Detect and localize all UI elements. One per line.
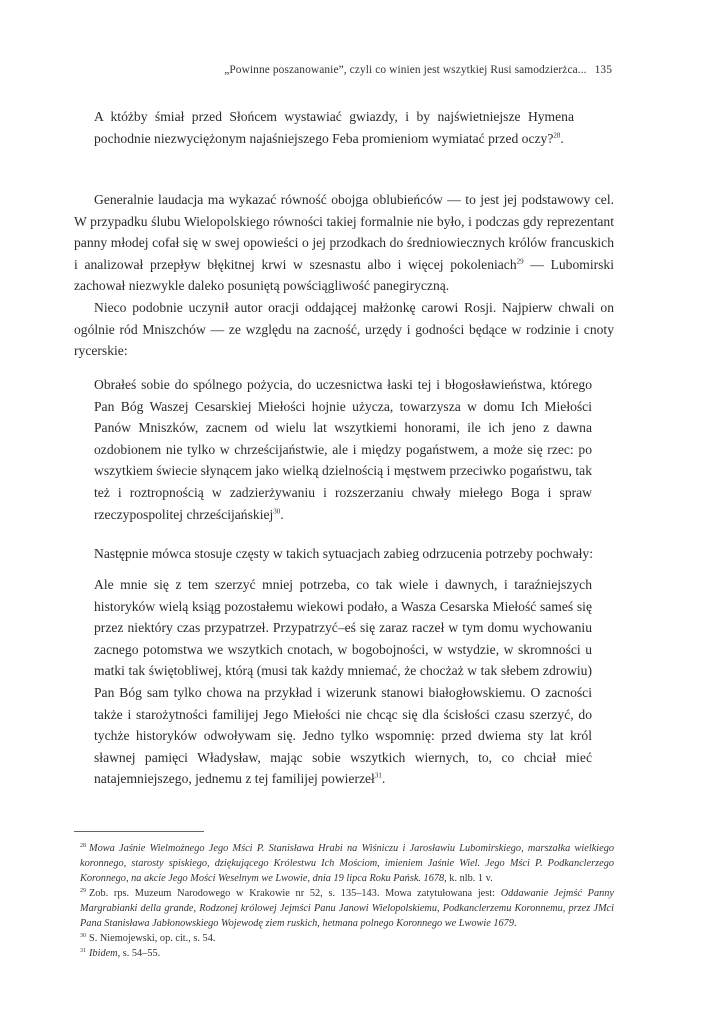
quote-2-end: . [280,506,284,522]
quote-2-text: Obrałeś sobie do spólnego pożycia, do uczesnictwa łaski tej i błogosławieństwa, którego Pan Bóg Waszej Cesarskiej Miełości hojnie użycza, towarzysza w domu Ich Miełości Panów Mniszków, zacnem od wielu lat wszytkiemi honorami, ile ich jeno z dawna ozdobionem nie tylko w chrześcijaństwie, ale i między pogaństwem, a może się rzec: po wszytkiem świecie słynącem jako wielką dzielnością i męstwem przeciwko pogaństwu, tak też i roztropnością w zadzierżywaniu i rozszerzaniu chwały miełego Boga i spraw rzeczypospolitej chrześcijańskiej [94,377,592,522]
footnote-separator [74,831,204,832]
paragraph-3: Następnie mówca stosuje częsty w takich sytuacjach zabieg odrzucenia potrzeby pochwały: [94,546,593,561]
footnote-number: 31 [80,947,86,954]
footnote-ref-28[interactable]: 28 [553,131,561,140]
footnote-number: 30 [80,932,86,939]
footnotes [80,841,614,961]
footnote-text: S. Niemojewski, op. cit., s. 54. [89,933,216,944]
paragraph-2: Nieco podobnie uczynił autor oracji oddającej małżonkę carowi Rosji. Najpierw chwali on ogólnie ród Mniszchów — ze względu na zacność, urzędy i godności będące w rodzinie i cnoty rycerskie: [74,299,614,359]
main-text-block-2 [74,543,614,565]
footnote-30 [80,931,614,946]
footnote-number: 29 [80,887,86,894]
block-quote-2 [94,374,592,525]
quote-3-end: . [381,771,386,787]
footnote-text: . [513,918,517,929]
footnote-text: , k. nlb. 1 v. [444,873,493,884]
footnote-28 [80,841,614,886]
paragraph-1 [74,189,614,297]
quote-1-text: A któżby śmiał przed Słońcem wystawiać gwiazdy, i by najświetniejsze Hymena pochodnie niezwyciężonym najaśniejszego Feba promieniom wymiatać przed oczy? [94,109,574,146]
footnote-ref-31[interactable]: 31 [374,771,382,780]
main-text-block-1 [74,189,614,362]
running-title: „Powinne poszanowanie”, czyli co winien jest wszytkiej Rusi samodzierżca... [224,64,587,76]
footnote-text: Zob. rps. Muzeum Narodowego w Krakowie nr 52, s. 135–143. Mowa zatytułowana jest: [89,888,501,899]
footnote-text: , s. 54–55. [117,948,161,959]
footnote-italic: Mowa Jaśnie Wielmożnego Jego Mści P. Stanisława Hrabi na Wiśniczu i Jarosławiu Lubomirskiego, marszałka wielkiego koronnego, starosty spiskiego, dziękującego Królestwu Ich Mościom, imieniem Jaśnie Wiel. Jego Mści P. Podkanclerzego Koronnego, na akcie Jego Mości Weselnym we Lwowie, dnia 19 lipca Roku Pańsk. 1678 [80,843,614,884]
block-quote-1 [94,106,574,149]
footnote-29 [80,886,614,931]
paragraph-1-text-after: — Lubomirski zachował niezwykle daleko posuniętą powściągliwość panegiryczną. [74,256,615,294]
running-header [150,64,612,76]
page-number: 135 [594,64,612,76]
footnote-italic: Ibidem [89,948,118,959]
footnote-ref-29[interactable]: 29 [516,257,524,266]
quote-3-text: Ale mnie się z tem szerzyć mniej potrzeba, co tak wiele i dawnych, i taraźniejszych historyków wielą ksiąg pozostałemu wiekowi podało, a Wasza Cesarska Miełość sameś się przez niektóry czas przypatrzeł. Przypatrzyć–eś się zaraz raczeł w tym domu wychowaniu zacnego potomstwa we wszytkich cnotach, w bogobojności, w wstydzie, w skromności u matki tak świętobliwej, którą (musi tak każdy mniemać, że chocżaż w tak słebem zdrowiu) Pan Bóg sam tylko chowa na przykład i wizerunk stanowi białogłowskiemu. O zacności także i starożytności familijej Jego Miełości nie chcąc się dla ścisłości czasu szerzyć, do tychże historyków odwoływam się. Jedno tylko wspomnię: przed dwiema sty lat król sławnej pamięci Władysław, mając sobie wszytkich wiernych, to, co chciał mieć natajemniejszego, jednemu z tej familijej powierzeł [94,577,592,787]
block-quote-3 [94,574,592,790]
paragraph-1-text: Generalnie laudacja ma wykazać równość obojga oblubieńców — to jest jej podstawowy cel. W przypadku ślubu Wielopolskiego równości takiej formalnie nie było, i podczas gdy reprezentant panny młodej cofał się w swej opowieści o jej przodkach do średniowiecznych królów francuskich i analizował przepływ błękitnej krwi w szesnastu albo i więcej pokoleniach [74,192,614,272]
footnote-ref-30[interactable]: 30 [273,507,281,516]
footnote-number: 28 [80,842,86,849]
footnote-italic: Oddawanie Jejmść Panny Margrabianki della grande, Rodzonej królowej Jejmści Panu Janowi Wielopolskiemu, Podkanclerzemu Koronnemu, przez JMci Pana Stanisława Jabłonowskiego Wojewodę ziem ruskich, hetmana polnego Koronnego we Lwowie 1679 [80,888,614,929]
quote-1-end: . [560,130,564,146]
footnote-31 [80,946,614,961]
